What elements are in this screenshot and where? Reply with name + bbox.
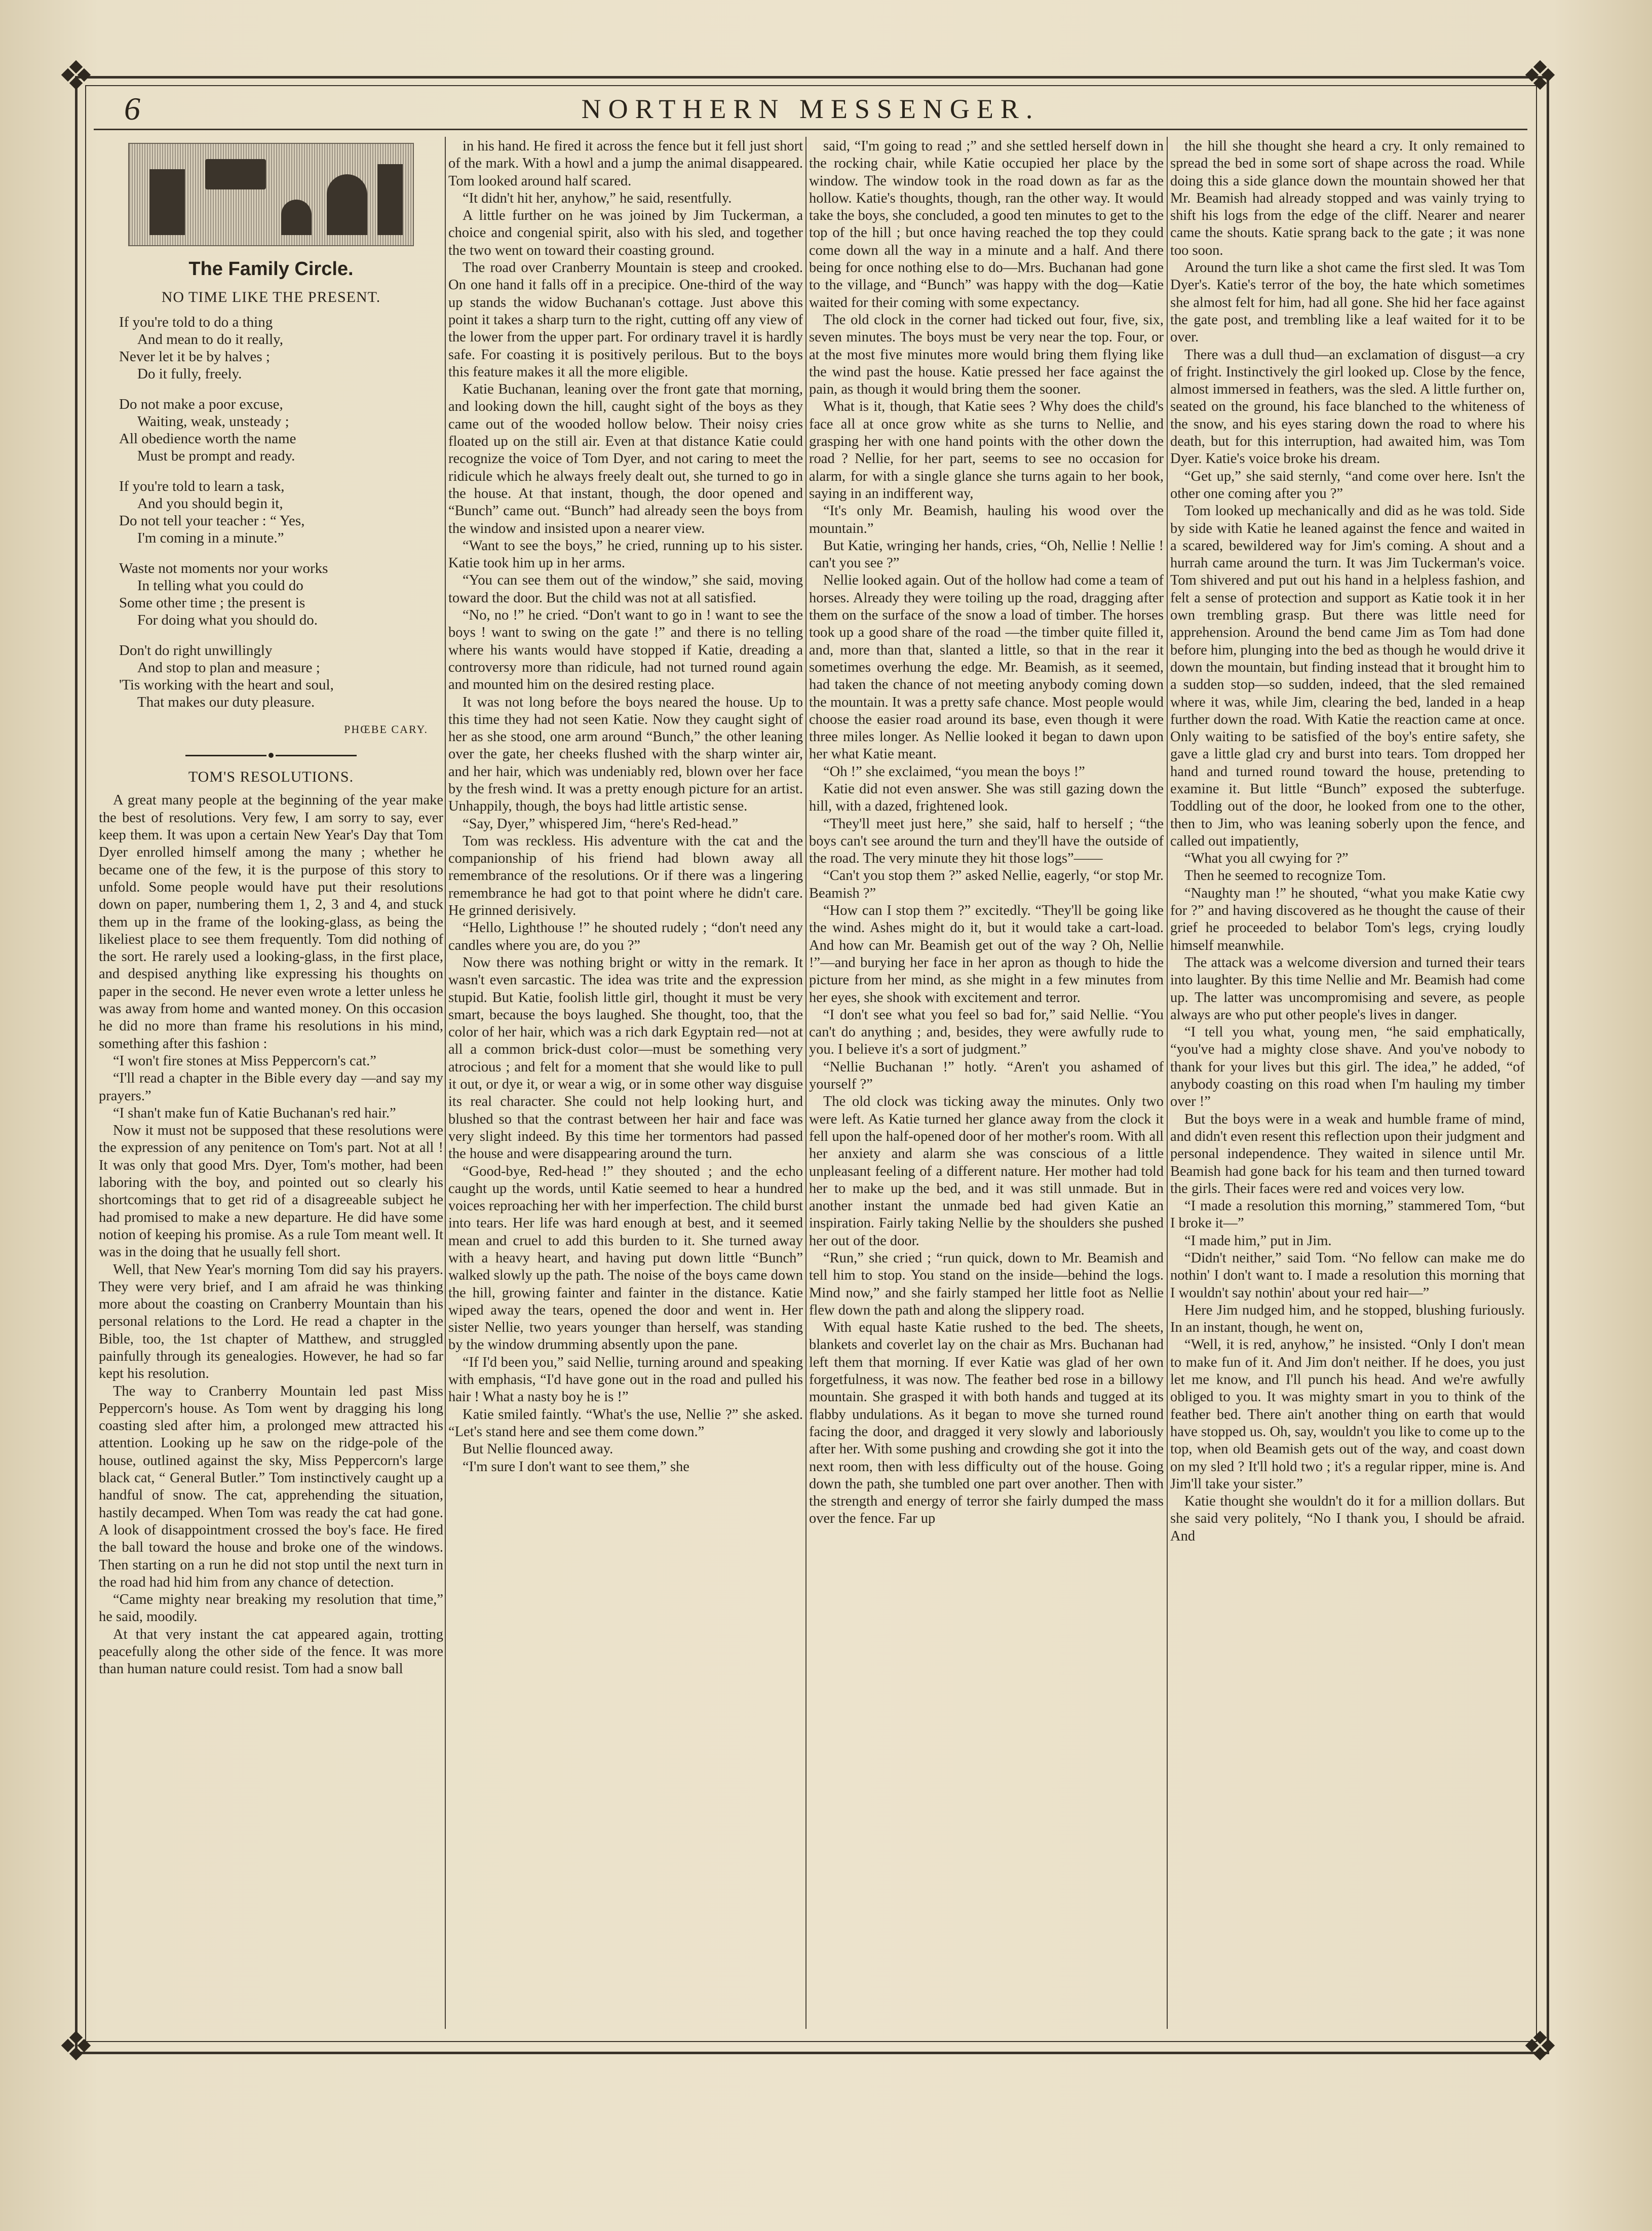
paragraph: “I shan't make fun of Katie Buchanan's red hair.” [113, 1105, 396, 1121]
story-text [809, 138, 1164, 1528]
page-number: 6 [124, 91, 140, 127]
poem-line: And stop to plan and measure ; [137, 659, 320, 676]
poem-line: 'Tis working with the heart and soul, [119, 676, 334, 693]
paragraph: Now there was nothing bright or witty in the remark. It wasn't even sarcastic. The idea was trite and the expression stupid. But Katie, foolish little girl, thought it must be very smart, because the boys laughed. She thought, too, that the color of her hair, which was a rich dark Egyptain red—not at all a common brick-dust color—must be something very atrocious ; and felt for a moment that she would like to pull it out, or dye it, or wear a wig, or in some other way disguise its real character. She could not help looking hurt, and blushed so that the contrast between her hair and face was very slight indeed. By this time her tormentors had passed the house and were disappearing around the turn. [448, 954, 803, 1162]
paragraph: Katie thought she wouldn't do it for a million dollars. But she said very politely, “No I thank you, I should be afraid. And [1170, 1493, 1525, 1544]
poem-line: Waiting, weak, unsteady ; [137, 413, 289, 430]
paragraph: “Run,” she cried ; “run quick, down to Mr. Beamish and tell him to stop. You stand on the inside—behind the logs. Mind now,” and she fairly stamped her little foot as Nellie flew down the path and along the slippery road. [809, 1250, 1164, 1318]
story-title: TOM'S RESOLUTIONS. [188, 768, 354, 786]
poem-stanza [119, 314, 443, 382]
poem-line: All obedience worth the name [119, 430, 296, 447]
column-3 [809, 138, 1164, 2027]
paragraph: The road over Cranberry Mountain is steep and crooked. On one hand it falls off in a precipice. One-third of the way up stands the widow Buchanan's cottage. Just above this point it takes a sharp turn to the right, cutting off any view of the lower from the upper part. For ordinary travel it is hardly safe. For coasting it is positively perilous. But to the boys this feature makes it all the more eligible. [448, 260, 803, 380]
paragraph: Nellie looked again. Out of the hollow had come a team of horses. Already they were toiling up the road, dragging after them on the surface of the snow a load of timber. The horses took up a good share of the road —the timber quite filled it, and, more than that, slanted a little, so that in the rear it sometimes overhung the edge. Mr. Beamish, as it seemed, had taken the chance of not meeting anybody coming down the mountain. It was a pretty safe chance. Most people would choose the easier road around its base, even though it were three miles longer. As Nellie looked it began to dawn upon her what Katie meant. [809, 572, 1164, 762]
paragraph: “No, no !” he cried. “Don't want to go in ! want to see the boys ! want to swing on the gate !” and there is no telling where his wants would have stopped if Katie, dreading a controversy more than ridicule, had not turned round again and mounted him on the desired resting place. [448, 607, 803, 693]
paragraph: “It's only Mr. Beamish, hauling his wood over the mountain.” [809, 503, 1164, 536]
poem-line: That makes our duty pleasure. [137, 694, 315, 710]
column-1 [99, 138, 443, 2027]
poem-line: Must be prompt and ready. [137, 447, 295, 464]
paragraph: But Katie, wringing her hands, cries, “Oh, Nellie ! Nellie ! can't you see ?” [809, 537, 1164, 571]
column-2 [448, 138, 803, 2027]
poem-line: Never let it be by halves ; [119, 348, 270, 365]
family-scene-engraving [128, 143, 414, 246]
poem-stanza [119, 478, 443, 547]
paragraph: Katie smiled faintly. “What's the use, Nellie ?” she asked. “Let's stand here and see them come down.” [448, 1406, 803, 1440]
poem-body [99, 314, 443, 711]
paragraph: “I tell you what, young men, “he said emphatically, “you've had a mighty close shave. And you've nobody to thank for your lives but this girl. The idea,” he added, “of anybody coasting on this road when I'm hauling my timber over !” [1170, 1024, 1525, 1110]
paragraph: “Came mighty near breaking my resolution that time,” he said, moodily. [99, 1592, 443, 1625]
paragraph: “Oh !” she exclaimed, “you mean the boys !” [823, 763, 1085, 780]
paragraph: The way to Cranberry Mountain led past Miss Peppercorn's house. As Tom went by dragging his long coasting sled after him, a prolonged mew attracted his attention. Looking up he saw on the ridge-pole of the house, outlined against the sky, Miss Peppercorn's large black cat, “ General Butler.” Tom instinctively caught up a handful of snow. The cat, apprehending the situation, hastily decamped. When Tom was ready the cat had gone. A look of disappointment crossed the boy's face. He fired the ball toward the house and broke one of the windows. Then starting on a run he did not stop until the next turn in the road had hid him from any chance of detection. [99, 1383, 443, 1590]
paragraph: There was a dull thud—an exclamation of disgust—a cry of fright. Instinctively the girl looked up. Close by the fence, almost immersed in feathers, was the sled. A little further on, seated on the ground, his face blanched to the whiteness of the snow, and his eyes staring down the road to where his death, but for this interruption, had awaited him, was Tom Dyer. Katie's voice broke his dream. [1170, 347, 1525, 467]
paragraph: It was not long before the boys neared the house. Up to this time they had not seen Katie. Now they caught sight of her as she stood, one arm around “Bunch,” the other leaning over the gate, her cheeks flushed with the sharp winter air, and her hair, which was undeniably red, blown over her face by the fresh wind. It was a pretty enough picture for an artist. Unhappily, though, the boys had little artistic sense. [448, 694, 803, 815]
poem-line: If you're told to do a thing [119, 314, 273, 330]
paragraph: A great many people at the beginning of the year make the best of resolutions. Very few, I am sorry to say, ever keep them. It was upon a certain New Year's Day that Tom Dyer enrolled himself among the many ; whether he became one of the few, it is the purpose of this story to unfold. Some people would have put their resolutions down on paper, numbering them 1, 2, 3 and 4, and stuck them up in the frame of the looking-glass, as being the likeliest place to see them frequently. Tom did nothing of the sort. He rarely used a looking-glass, in the first place, and despised anything like expressing his thoughts on paper in the second. He never even wrote a letter unless he was away from home and wanted money. On this occasion he did no more than frame his resolutions in his mind, something after this fashion : [99, 792, 443, 1052]
paragraph: “Nellie Buchanan !” hotly. “Aren't you ashamed of yourself ?” [809, 1059, 1164, 1093]
paragraph: At that very instant the cat appeared again, trotting peacefully along the other side of the fence. It was more than human nature could resist. Tom had a snow ball [99, 1626, 443, 1677]
poem-stanza [119, 642, 443, 711]
poem-stanza [119, 560, 443, 629]
paragraph: “Can't you stop them ?” asked Nellie, eagerly, “or stop Mr. Beamish ?” [809, 868, 1164, 901]
poem-line: And you should begin it, [137, 495, 283, 512]
paragraph: “Good-bye, Red-head !” they shouted ; and the echo caught up the words, until Katie seemed to hear a hundred voices reproaching her with her imperfection. The child burst into tears. Her life was hard enough at best, and it seemed mean and cruel to add this burden to it. She turned away with a heavy heart, and having put down little “Bunch” walked slowly up the path. The noise of the boys came down the hill, growing fainter and fainter in the distance. Katie wiped away the tears, opened the door and went in. Her sister Nellie, two years younger than herself, was standing by the window drumming absently upon the pane. [448, 1163, 803, 1353]
section-title: The Family Circle. [188, 258, 354, 280]
paragraph: “What you all cwying for ?” [1184, 851, 1349, 867]
poem-line: Waste not moments nor your works [119, 560, 328, 576]
paragraph: “Get up,” she said sternly, “and come over here. Isn't the other one coming after you ?” [1170, 468, 1525, 502]
section-divider [99, 746, 443, 763]
paragraph: said, “I'm going to read ;” and she settled herself down in the rocking chair, while Katie occupied her place by the window. The window took in the road down as far as the hollow. Katie's thoughts, though, ran the other way. It would take the boys, she concluded, a good ten minutes to get to the top of the hill ; but once having reached the top they could come down all the way in a minute and a half. And there being for once nothing else to do—Mrs. Buchanan had gone to the village, and “Bunch” was happy with the dog—Katie waited for their coming with some expectancy. [809, 138, 1164, 311]
poem-line: Some other time ; the present is [119, 594, 305, 611]
poem-line: Do it fully, freely. [137, 365, 242, 382]
column-rule [1167, 137, 1168, 2029]
paragraph: The attack was a welcome diversion and turned their tears into laughter. By this time Nellie and Mr. Beamish had come up. The latter was uncompromising and severe, as people always are who put other people's lives in danger. [1170, 954, 1525, 1023]
poem-line: Don't do right unwillingly [119, 642, 273, 659]
column-4 [1170, 138, 1525, 2027]
poem-stanza [119, 396, 443, 465]
paragraph: But the boys were in a weak and humble frame of mind, and didn't even resent this reflection upon their judgment and personal independence. They waited in silence until Mr. Beamish had gone back for his team and then turned toward the girls. Their faces were red and voices very low. [1170, 1111, 1525, 1197]
paragraph: Tom was reckless. His adventure with the cat and the companionship of his friend had blown away all remembrance of the resolutions. Or if there was a lingering remembrance he had got to that point where he didn't care. He grinned derisively. [448, 833, 803, 919]
poem-line: Do not tell your teacher : “ Yes, [119, 512, 305, 529]
story-text [99, 792, 443, 1678]
corner-ornament-bottom-left: ❖ [58, 2023, 94, 2070]
paragraph: Around the turn like a shot came the first sled. It was Tom Dyer's. Katie's terror of the boy, the hate which sometimes she almost felt for him, had all gone. She hid her face against the gate post, and trembling like a leaf waited for it to be over. [1170, 260, 1525, 345]
corner-ornament-top-left: ❖ [58, 52, 94, 99]
paragraph: “I'll read a chapter in the Bible every day —and say my prayers.” [99, 1070, 443, 1104]
paragraph: “You can see them out of the window,” she said, moving toward the door. But the child was not at all satisfied. [448, 572, 803, 606]
paragraph: Tom looked up mechanically and did as he was told. Side by side with Katie he leaned against the fence and waited in a scared, bewildered way for Jim's coming. A shout and a hurrah came around the turn. It was Jim Tuckerman's voice. Tom shivered and put out his hand in a helpless fashion, and felt a sense of protection and support as Katie took it in her own trembling grasp. But there was little need for apprehension. Around the bend came Jim as Tom had done before him, plunging into the bed as though he would drive it down the mountain, but finding instead that it brought him to a sudden stop—so sudden, indeed, that the sled remained where it was, while Jim, clearing the bed, landed in a heap further down the road. With Katie the reaction came at once. Only waiting to be satisfied of the boy's entire safety, she gave a little glad cry and burst into tears. Tom dropped her hand and turned round toward the house, pretending to examine it. But little “Bunch” exposed the subterfuge. Toddling out of the door, he looked from one to the other, then to Jim, who was leaning soberly upon the fence, and called out impatiently, [1170, 503, 1525, 849]
paragraph: “It didn't hit her, anyhow,” he said, resentfully. [463, 190, 732, 206]
masthead-title: NORTHERN MESSENGER. [581, 94, 1040, 124]
paragraph: Well, that New Year's morning Tom did say his prayers. They were very brief, and I am afraid he was thinking more about the coasting on Cranberry Mountain than his personal relations to the Lord. He read a chapter in the Bible, too, the 1st chapter of Matthew, and struggled painfully through its genealogies. However, he had so far kept his resolution. [99, 1261, 443, 1382]
paragraph: “I made him,” put in Jim. [1184, 1233, 1332, 1249]
paragraph: The old clock in the corner had ticked out four, five, six, seven minutes. The boys must be very near the top. Four, or at the most five minutes more would bring them flying like the wind past the house. Katie pressed her face against the pain, as though it would bring them the sooner. [809, 312, 1164, 398]
paragraph: “Hello, Lighthouse !” he shouted rudely ; “don't need any candles where you are, do you ?” [448, 920, 803, 953]
poem-title: NO TIME LIKE THE PRESENT. [161, 289, 381, 306]
paragraph: A little further on he was joined by Jim Tuckerman, a choice and congenial spirit, also with his sled, and together the two went on toward their coasting ground. [448, 208, 803, 258]
poem-line: Do not make a poor excuse, [119, 396, 283, 412]
paragraph: “They'll meet just here,” she said, half to herself ; “the boys can't see around the turn and they'll have the outside of the road. The very minute they hit those logs”—— [809, 816, 1164, 867]
paragraph: in his hand. He fired it across the fence but it fell just short of the mark. With a howl and a jump the animal disappeared. Tom looked around half scared. [448, 138, 803, 189]
page-header [94, 90, 1527, 130]
paragraph: “Didn't neither,” said Tom. “No fellow can make me do nothin' I don't want to. I made a resolution this morning that I wouldn't say nothin' about your red hair—” [1170, 1250, 1525, 1301]
paragraph: “I'm sure I don't want to see them,” she [463, 1458, 689, 1475]
corner-ornament-top-right: ❖ [1522, 52, 1558, 99]
poem-line: And mean to do it really, [137, 331, 284, 348]
paragraph: Then he seemed to recognize Tom. [1184, 868, 1386, 884]
story-text [1170, 138, 1525, 1545]
paragraph: But Nellie flounced away. [463, 1441, 613, 1457]
paragraph: “How can I stop them ?” excitedly. “They'll be going like the wind. Ashes might do it, but it would take a cart-load. And how can Mr. Beamish get out of the way ? Oh, Nellie !”—and burying her face in her apron as though to hide the picture from her mind, as she might in a few minutes from her eyes, she shook with excitement and terror. [809, 903, 1164, 1006]
paragraph: Katie Buchanan, leaning over the front gate that morning, and looking down the hill, caught sight of the boys as they came out of the wooded hollow below. Their noisy cries floated up on the still air. Even at that distance Katie could recognize the voice of Tom Dyer, and not caring to meet the ridicule which he always freely dealt out, she turned to go in the house. At that instant, though, the door opened and “Bunch” came out. “Bunch” had already seen the boys from the window and insisted upon a nearer view. [448, 381, 803, 536]
paragraph: “Naughty man !” he shouted, “what you make Katie cwy for ?” and having discovered as he thought the cause of their grief he proceeded to belabor Tom's legs, crying loudly himself meanwhile. [1170, 885, 1525, 953]
poem-line: In telling what you could do [137, 577, 303, 594]
paragraph: Katie did not even answer. She was still gazing down the hill, with a dazed, frightened look. [809, 781, 1164, 815]
paragraph: “Say, Dyer,” whispered Jim, “here's Red-head.” [463, 816, 739, 832]
poem-author: PHŒBE CARY. [344, 722, 428, 736]
poem-line: I'm coming in a minute.” [137, 529, 284, 546]
paragraph: What is it, though, that Katie sees ? Why does the child's face all at once grow white as she turns to Nellie, and grasping her with one hand points with the other down the road ? Nellie, for her part, seems to see no occasion for alarm, for with a single glance she turns again to her book, saying in an indifferent way, [809, 399, 1164, 502]
paragraph: “Well, it is red, anyhow,” he insisted. “Only I don't mean to make fun of it. And Jim don't neither. If he does, you just let me know, and I'll punch his head. And we're awfully obliged to you. It was mighty smart in you to think of the feather bed. There ain't another thing on earth that would have stopped us. Oh, say, wouldn't you like to come up to the top, when old Beamish gets out of the way, and coast down on my sled ? It'll hold two ; it's a regular ripper, mine is. And Jim'll take your sister.” [1170, 1337, 1525, 1492]
paragraph: “If I'd been you,” said Nellie, turning around and speaking with emphasis, “I'd have gone out in the road and pulled his hair ! What a nasty boy he is !” [448, 1354, 803, 1405]
paragraph: “Want to see the boys,” he cried, running up to his sister. Katie took him up in her arms. [448, 537, 803, 571]
paragraph: the hill she thought she heard a cry. It only remained to spread the bed in some sort of shape across the road. While doing this a side glance down the mountain showed her that Mr. Beamish had already stopped and was vainly trying to shift his logs from the edge of the cliff. Nearer and nearer came the shouts. Katie sprang back to the gate ; it was none too soon. [1170, 138, 1525, 258]
paragraph: The old clock was ticking away the minutes. Only two were left. As Katie turned her glance away from the clock it fell upon the half-opened door of her mother's room. With all her anxiety and alarm she was conscious of a little unpleasant feeling of a different nature. Her mother had told her to make up the bed, and it was still unmade. But in another instant the unmade bed had given Katie an inspiration. Fairly taking Nellie by the shoulders she pushed her out of the door. [809, 1094, 1164, 1249]
paragraph: “I made a resolution this morning,” stammered Tom, “but I broke it—” [1170, 1198, 1525, 1232]
column-rule [805, 137, 806, 2029]
paragraph: Here Jim nudged him, and he stopped, blushing furiously. In an instant, though, he went on, [1170, 1302, 1525, 1336]
column-rule [445, 137, 446, 2029]
poem-line: If you're told to learn a task, [119, 478, 285, 494]
paragraph: With equal haste Katie rushed to the bed. The sheets, blankets and coverlet lay on the chair as Mrs. Buchanan had left them that morning. If ever Katie was glad of her own forgetfulness, it was now. The feather bed rose in a billowy mountain. She grasped it with both hands and tugged at its flabby undulations. As it began to move she turned round facing the door, and dragged it very slowly and laboriously after her. With some pushing and crowding she got it into the next room, then with less difficulty out of the house. Going down the path, she tumbled one part over another. Then with the strength and energy of terror she fairly dumped the mass over the fence. Far up [809, 1320, 1164, 1527]
paragraph: Now it must not be supposed that these resolutions were the expression of any penitence on Tom's part. Not at all ! It was only that good Mrs. Dyer, Tom's mother, had been laboring with the boy, and pointed out so clearly his shortcomings that to get rid of a disagreeable subject he had promised to make a new departure. He did have some notion of keeping his promise. As a rule Tom meant well. It was in the doing that he usually fell short. [99, 1123, 443, 1260]
corner-ornament-bottom-right: ❖ [1522, 2023, 1558, 2070]
poem-line: For doing what you should do. [137, 611, 318, 628]
paragraph: “I won't fire stones at Miss Peppercorn's cat.” [113, 1053, 376, 1069]
paragraph: “I don't see what you feel so bad for,” said Nellie. “You can't do anything ; and, besides, they were awfully rude to you. I believe it's a sort of judgment.” [809, 1007, 1164, 1058]
story-text [448, 138, 803, 1476]
